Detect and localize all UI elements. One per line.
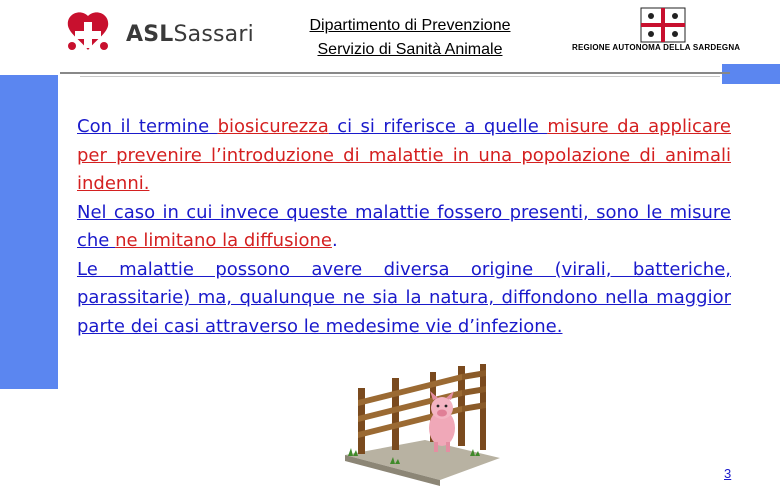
text-span: Le malattie possono avere diversa origine (virali, batteriche, parassitarie) ma, qualunque ne sia la natura, diffondono nella maggior parte dei casi attraverso le medesime vie d’infezione. bbox=[77, 258, 731, 337]
service-name: Servizio di Sanità Animale bbox=[317, 41, 503, 58]
department-title bbox=[270, 14, 550, 62]
paragraph-disease-origin bbox=[77, 256, 731, 342]
text-span: ci si riferisce a quelle bbox=[328, 116, 548, 137]
header-divider-secondary bbox=[80, 76, 720, 77]
page-number: 3 bbox=[724, 466, 732, 481]
department-name: Dipartimento di Prevenzione bbox=[309, 17, 511, 34]
asl-logo-text-bold: ASL bbox=[126, 21, 174, 47]
text-span: Nel caso in cui invece queste malattie fossero presenti, sono le misure che bbox=[77, 201, 731, 251]
asl-sassari-logo bbox=[58, 10, 258, 58]
pig-in-pen-illustration bbox=[330, 360, 510, 490]
header-accent-bar bbox=[722, 64, 780, 84]
highlight-measures: misure da applicare per prevenire l’introduzione di malattie in una popolazione di animali indenni. bbox=[77, 116, 731, 194]
asl-logo-text bbox=[126, 22, 254, 47]
asl-logo-text-light: Sassari bbox=[173, 21, 254, 47]
slide-body-text bbox=[77, 113, 731, 341]
highlight-limit-spread: ne limitano la diffusione bbox=[115, 230, 332, 251]
asl-logo-icon bbox=[58, 10, 118, 58]
text-span: Con il termine bbox=[77, 116, 218, 137]
left-accent-bar bbox=[0, 75, 58, 389]
highlight-biosicurezza: biosicurezza bbox=[217, 116, 329, 137]
paragraph-disease-spread bbox=[77, 199, 731, 256]
paragraph-biosecurity-definition bbox=[77, 113, 731, 199]
text-span: . bbox=[331, 230, 338, 251]
header-divider bbox=[60, 72, 730, 74]
region-name: REGIONE AUTONOMA DELLA SARDEGNA bbox=[572, 43, 741, 52]
